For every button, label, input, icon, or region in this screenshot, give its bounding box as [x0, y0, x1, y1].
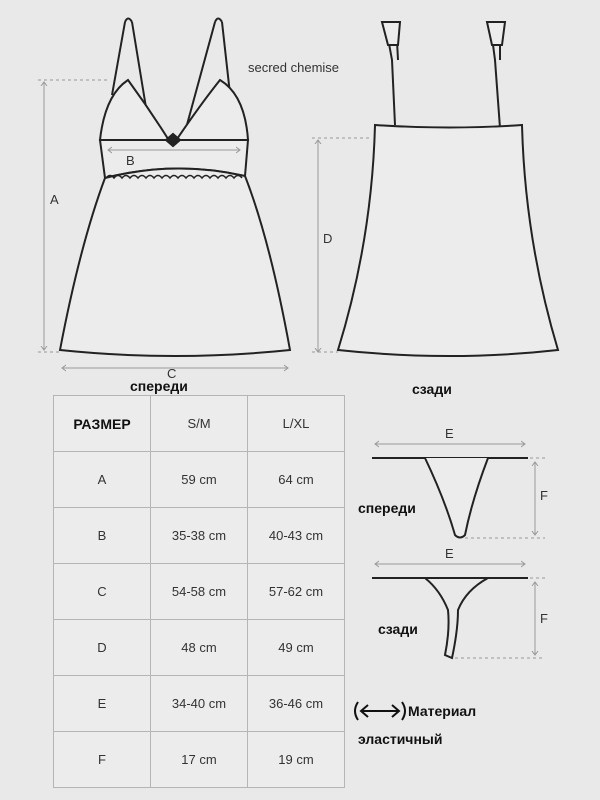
table-cell-lxl: 40-43 cm	[248, 508, 345, 564]
table-row	[54, 508, 345, 564]
table-cell-lxl: 19 cm	[248, 732, 345, 788]
back-view-label: сзади	[412, 381, 452, 397]
thong-back-e-label: E	[445, 546, 454, 561]
thong-back-drawing	[372, 578, 528, 658]
table-header-sm: S/M	[151, 396, 248, 452]
table-cell-lxl: 36-46 cm	[248, 676, 345, 732]
table-row	[54, 676, 345, 732]
front-view-label: спереди	[130, 378, 188, 394]
table-header-row	[54, 396, 345, 452]
thong-front-drawing	[372, 458, 528, 538]
table-cell-lxl: 57-62 cm	[248, 564, 345, 620]
table-cell-sm: 59 cm	[151, 452, 248, 508]
dimension-d-label: D	[323, 231, 333, 246]
table-cell-sm: 48 cm	[151, 620, 248, 676]
table-header-lxl: L/XL	[248, 396, 345, 452]
dimension-b-label: B	[126, 153, 135, 168]
legend-elastic-label: эластичный	[358, 731, 443, 747]
table-cell-dimension: A	[54, 452, 151, 508]
double-arrow-icon	[355, 702, 405, 720]
table-cell-sm: 17 cm	[151, 732, 248, 788]
table-row	[54, 564, 345, 620]
table-row	[54, 452, 345, 508]
table-cell-dimension: F	[54, 732, 151, 788]
table-cell-lxl: 49 cm	[248, 620, 345, 676]
size-table	[53, 395, 345, 788]
table-cell-lxl: 64 cm	[248, 452, 345, 508]
dimension-a-label: A	[50, 192, 59, 207]
thong-front-label: спереди	[358, 500, 416, 516]
dimension-c-label: C	[167, 366, 177, 381]
table-header-size: РАЗМЕР	[54, 396, 151, 452]
table-cell-dimension: E	[54, 676, 151, 732]
thong-front-e-label: E	[445, 426, 454, 441]
table-cell-sm: 54-58 cm	[151, 564, 248, 620]
thong-back-f-label: F	[540, 611, 548, 626]
table-cell-dimension: B	[54, 508, 151, 564]
table-cell-sm: 35-38 cm	[151, 508, 248, 564]
legend-material-label: Материал	[408, 703, 477, 719]
product-name-label: secred chemise	[248, 60, 340, 75]
thong-back-label: сзади	[378, 621, 418, 637]
table-cell-dimension: D	[54, 620, 151, 676]
thong-front-f-label: F	[540, 488, 548, 503]
table-row	[54, 732, 345, 788]
chemise-back-drawing	[338, 22, 558, 356]
table-row	[54, 620, 345, 676]
table-cell-dimension: C	[54, 564, 151, 620]
table-cell-sm: 34-40 cm	[151, 676, 248, 732]
